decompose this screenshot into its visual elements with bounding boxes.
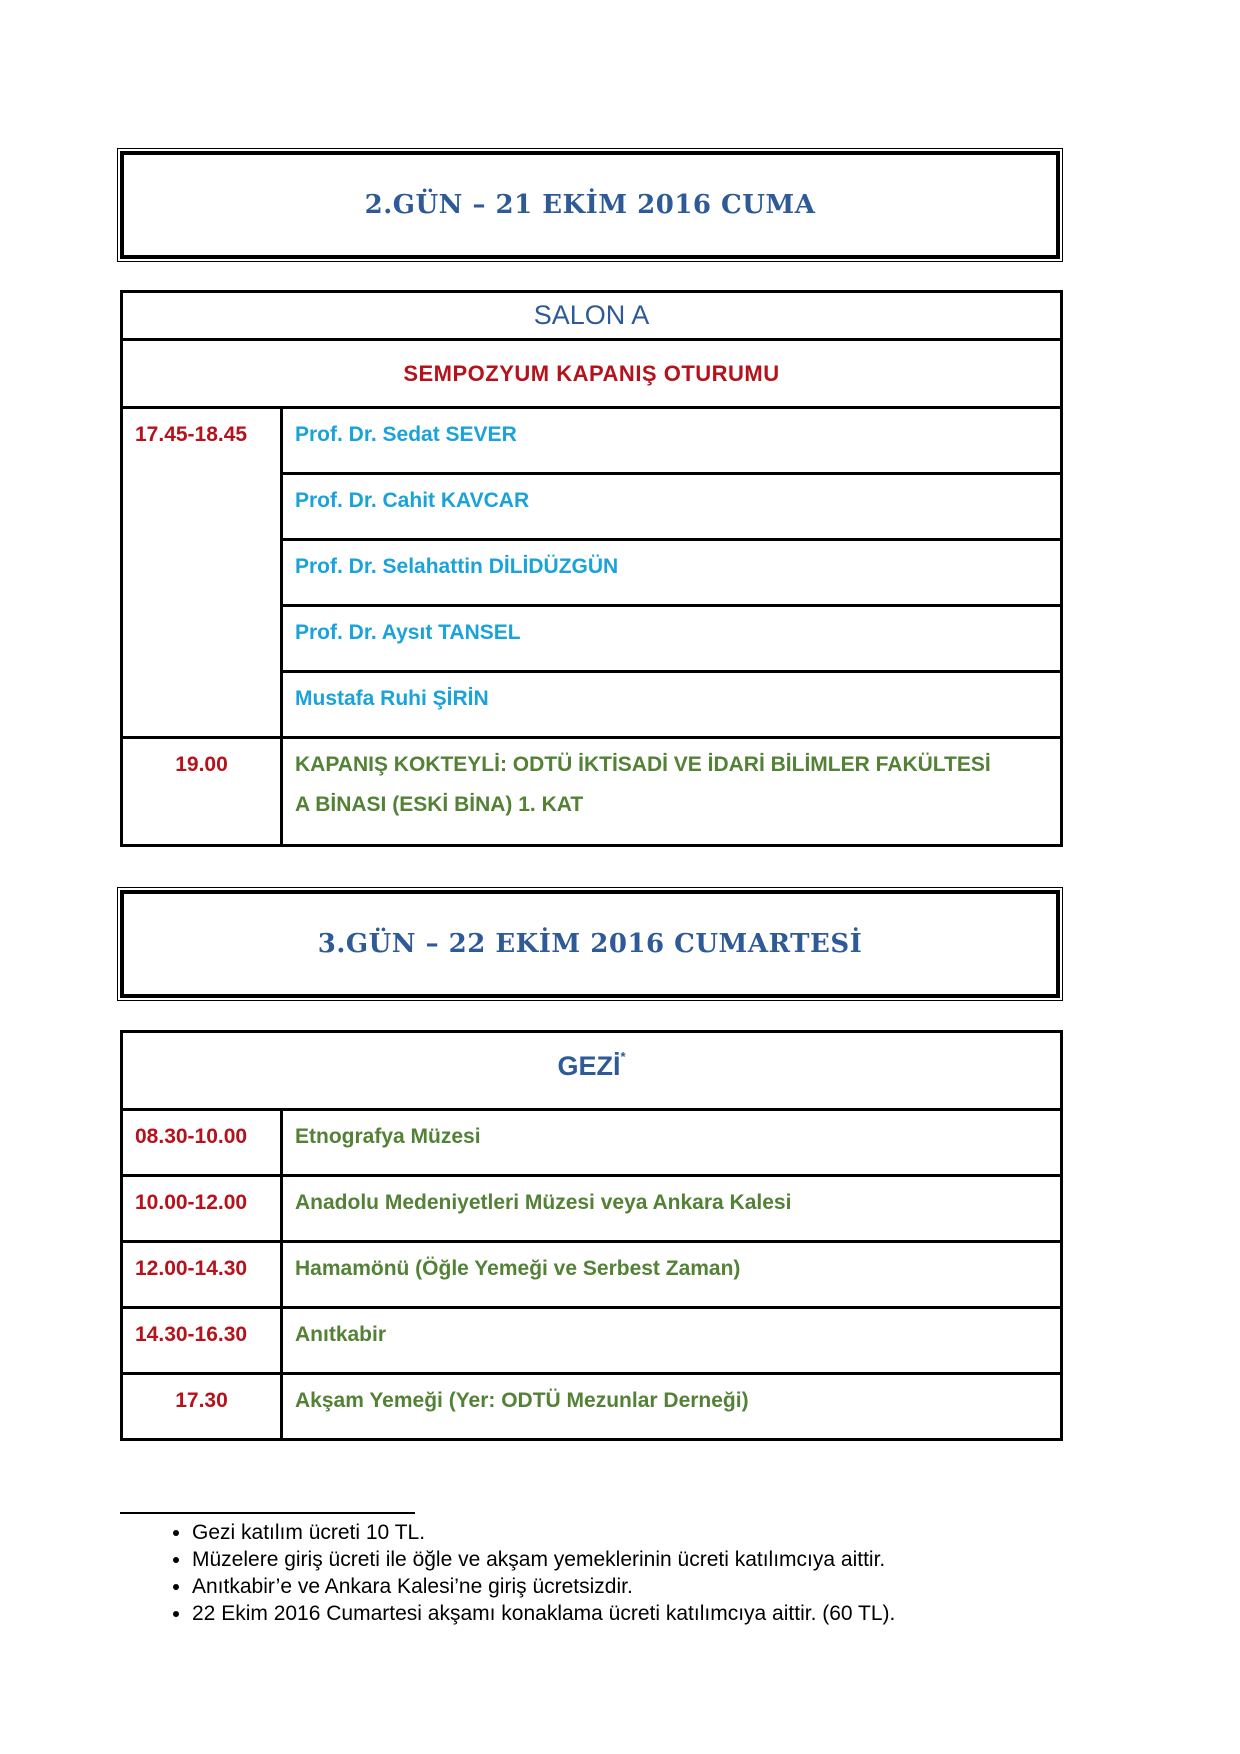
- trip-activity: Anadolu Medeniyetleri Müzesi veya Ankara Kalesi: [282, 1176, 1062, 1242]
- footnote-item: • Gezi katılım ücreti 10 TL.: [192, 1519, 895, 1546]
- trip-time: 10.00-12.00: [122, 1176, 282, 1242]
- footnote-list: [150, 1519, 895, 1627]
- trip-row: [122, 1110, 1062, 1176]
- cocktail-line-2: A BİNASI (ESKİ BİNA) 1. KAT: [295, 793, 584, 816]
- speaker-name: Prof. Dr. Sedat SEVER: [282, 408, 1062, 474]
- day2-title: 2.GÜN – 21 EKİM 2016 CUMA: [364, 190, 816, 220]
- trip-time: 14.30-16.30: [122, 1308, 282, 1374]
- salon-title: SALON A: [122, 292, 1062, 340]
- footnote-item: • Anıtkabir’e ve Ankara Kalesi’ne giriş ücretsizdir.: [192, 1573, 895, 1600]
- cocktail-line-1: KAPANIŞ KOKTEYLİ: ODTÜ İKTİSADİ VE İDARİ BİLİMLER FAKÜLTESİ: [295, 753, 991, 776]
- trip-header-row: [122, 1032, 1062, 1110]
- day3-trip-table: [120, 1030, 1063, 1441]
- trip-activity: Hamamönü (Öğle Yemeği ve Serbest Zaman): [282, 1242, 1062, 1308]
- session-time: 17.45-18.45: [122, 408, 282, 738]
- cocktail-time: 19.00: [122, 738, 282, 846]
- day2-title-box: [120, 151, 1060, 259]
- speaker-row: [122, 408, 1062, 474]
- session-row: [122, 340, 1062, 408]
- trip-activity: Etnografya Müzesi: [282, 1110, 1062, 1176]
- speaker-name: Mustafa Ruhi ŞİRİN: [282, 672, 1062, 738]
- trip-row: [122, 1176, 1062, 1242]
- cocktail-row: [122, 738, 1062, 846]
- speaker-name: Prof. Dr. Cahit KAVCAR: [282, 474, 1062, 540]
- trip-row: [122, 1242, 1062, 1308]
- footnote-marker: *: [620, 1049, 626, 1064]
- trip-activity: Anıtkabir: [282, 1308, 1062, 1374]
- day3-title-box: [120, 890, 1060, 998]
- day3-title: 3.GÜN – 22 EKİM 2016 CUMARTESİ: [317, 929, 863, 959]
- cocktail-location: [282, 738, 1062, 846]
- trip-time: 12.00-14.30: [122, 1242, 282, 1308]
- speaker-name: Prof. Dr. Selahattin DİLİDÜZGÜN: [282, 540, 1062, 606]
- session-title: SEMPOZYUM KAPANIŞ OTURUMU: [122, 340, 1062, 408]
- footnote-divider: [120, 1512, 415, 1514]
- trip-time: 17.30: [122, 1374, 282, 1440]
- trip-row: [122, 1374, 1062, 1440]
- trip-row: [122, 1308, 1062, 1374]
- salon-row: [122, 292, 1062, 340]
- trip-title-text: GEZİ: [557, 1051, 621, 1081]
- trip-time: 08.30-10.00: [122, 1110, 282, 1176]
- speaker-name: Prof. Dr. Aysıt TANSEL: [282, 606, 1062, 672]
- trip-title: [122, 1032, 1062, 1110]
- footnote-item: • Müzelere giriş ücreti ile öğle ve akşam yemeklerinin ücreti katılımcıya aittir.: [192, 1546, 895, 1573]
- trip-activity: Akşam Yemeği (Yer: ODTÜ Mezunlar Derneği): [282, 1374, 1062, 1440]
- footnote-item: • 22 Ekim 2016 Cumartesi akşamı konaklama ücreti katılımcıya aittir. (60 TL).: [192, 1600, 895, 1627]
- day2-schedule-table: [120, 290, 1063, 847]
